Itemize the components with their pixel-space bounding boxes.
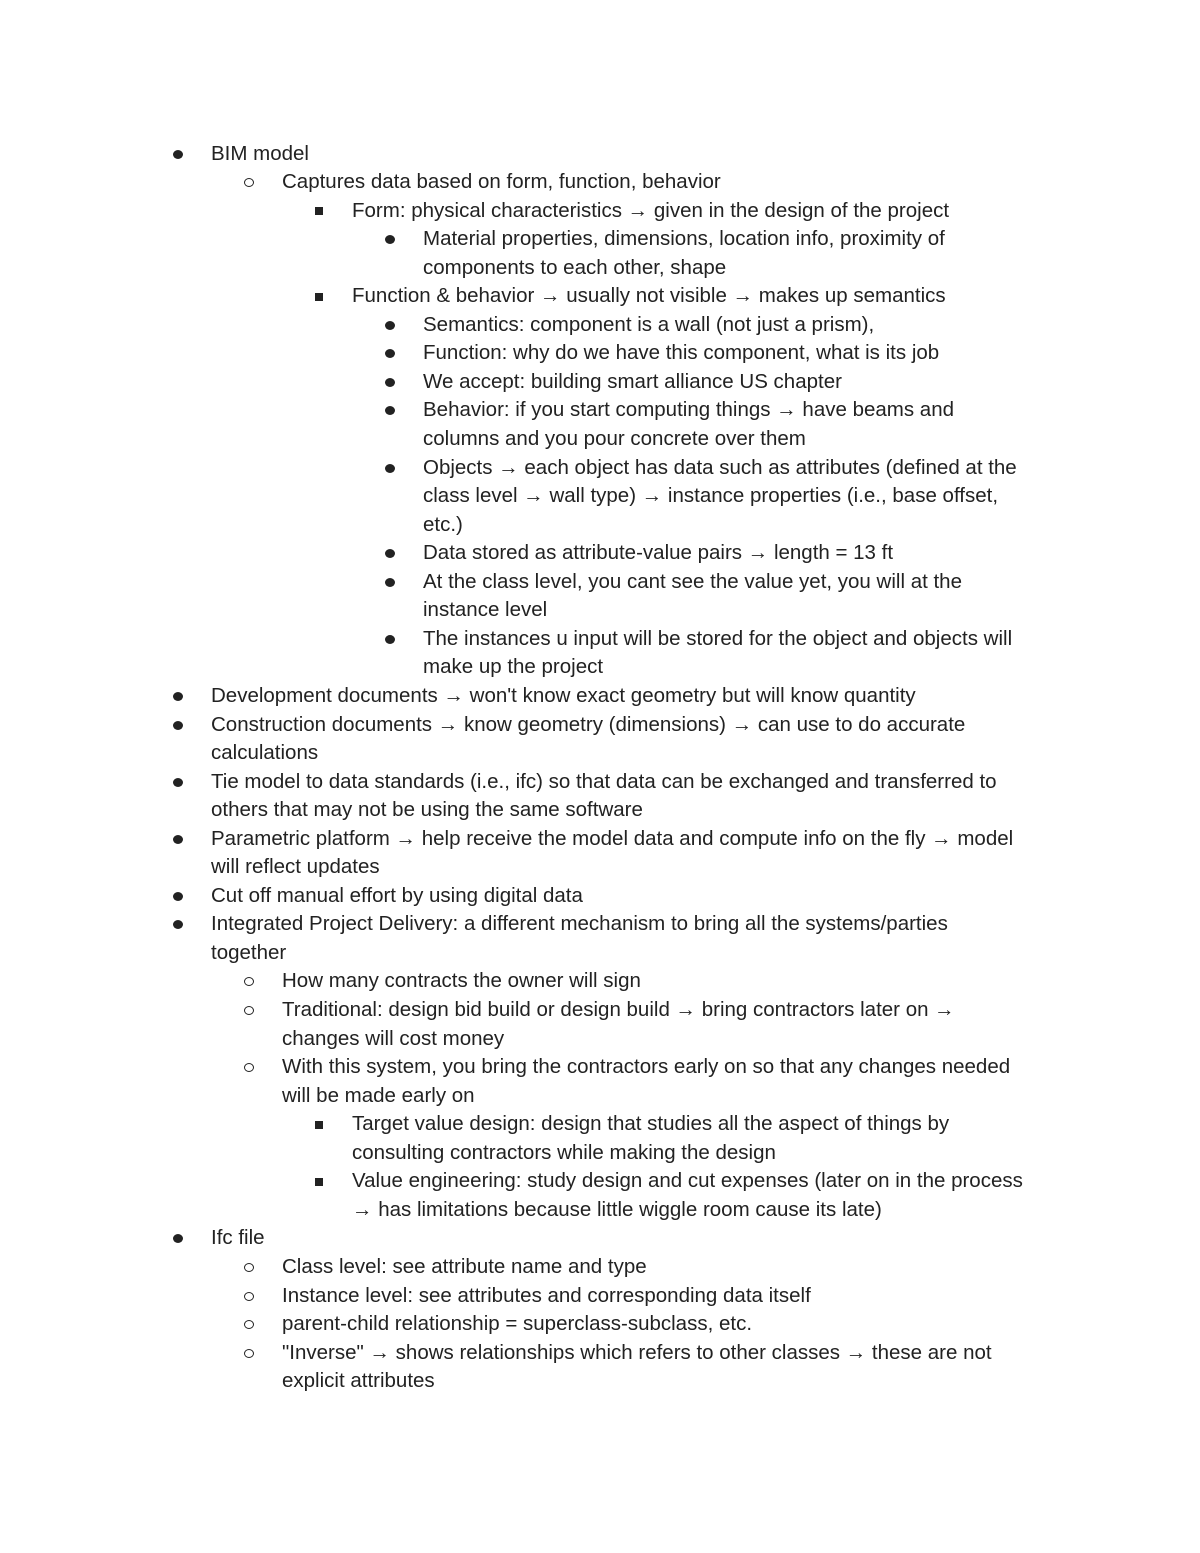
circle-bullet-icon xyxy=(244,1063,254,1072)
list-item-text: together xyxy=(211,940,287,964)
list-item-text: others that may not be using the same software xyxy=(211,798,643,822)
list-item-text: Parametric platform → help receive the model data and compute info on the fly → model xyxy=(211,826,1014,850)
list-item-text: will be made early on xyxy=(282,1083,475,1107)
list-item-text: "Inverse" → shows relationships which refers to other classes → these are not xyxy=(282,1340,992,1364)
disc-bullet-icon xyxy=(173,1234,183,1243)
list-item-text: How many contracts the owner will sign xyxy=(282,969,641,993)
square-bullet-icon xyxy=(315,293,323,301)
circle-bullet-icon xyxy=(244,178,254,187)
square-bullet-icon xyxy=(315,207,323,215)
disc-bullet-icon xyxy=(385,321,395,330)
square-bullet-icon xyxy=(315,1121,323,1129)
list-item-text: consulting contractors while making the design xyxy=(352,1140,776,1164)
circle-bullet-icon xyxy=(244,1292,254,1301)
list-item-text: Ifc file xyxy=(211,1226,265,1250)
list-item-text: Form: physical characteristics → given in the design of the project xyxy=(352,198,950,222)
list-item-text: Function & behavior → usually not visible → makes up semantics xyxy=(352,284,946,308)
list-item-text: → has limitations because little wiggle room cause its late) xyxy=(352,1197,882,1221)
list-item-text: Construction documents → know geometry (dimensions) → can use to do accurate xyxy=(211,712,966,736)
list-item-text: make up the project xyxy=(423,655,604,679)
disc-bullet-icon xyxy=(385,235,395,244)
disc-bullet-icon xyxy=(385,549,395,558)
list-item-text: Objects → each object has data such as attributes (defined at the xyxy=(423,455,1017,479)
list-item-text: components to each other, shape xyxy=(423,255,727,279)
list-item-text: Tie model to data standards (i.e., ifc) so that data can be exchanged and transferred to xyxy=(211,769,997,793)
circle-bullet-icon xyxy=(244,977,254,986)
disc-bullet-icon xyxy=(173,835,183,844)
circle-bullet-icon xyxy=(244,1320,254,1329)
disc-bullet-icon xyxy=(173,892,183,901)
list-item-text: Captures data based on form, function, behavior xyxy=(282,170,721,194)
list-item-text: Development documents → won't know exact geometry but will know quantity xyxy=(211,683,916,707)
list-item-text: Semantics: component is a wall (not just a prism), xyxy=(423,312,875,336)
list-item-text: calculations xyxy=(211,741,319,765)
list-item-text: BIM model xyxy=(211,141,309,165)
disc-bullet-icon xyxy=(173,150,183,159)
list-item-text: Behavior: if you start computing things → have beams and xyxy=(423,398,955,422)
list-item-text: Value engineering: study design and cut expenses (later on in the process xyxy=(352,1169,1023,1193)
list-item-text: Material properties, dimensions, location info, proximity of xyxy=(423,227,945,251)
list-item-text: Integrated Project Delivery: a different mechanism to bring all the systems/parties xyxy=(211,912,948,936)
list-item-text: etc.) xyxy=(423,512,463,536)
list-item-text: Cut off manual effort by using digital data xyxy=(211,883,583,907)
disc-bullet-icon xyxy=(385,378,395,387)
list-item-text: With this system, you bring the contractors early on so that any changes needed xyxy=(282,1055,1011,1079)
list-item-text: Traditional: design bid build or design build → bring contractors later on → xyxy=(282,998,955,1021)
disc-bullet-icon xyxy=(173,778,183,787)
disc-bullet-icon xyxy=(385,578,395,587)
disc-bullet-icon xyxy=(173,920,183,929)
list-item-text: Function: why do we have this component, what is its job xyxy=(423,341,940,365)
list-item-text: instance level xyxy=(423,598,548,622)
circle-bullet-icon xyxy=(244,1006,254,1015)
list-item-text: changes will cost money xyxy=(282,1026,505,1050)
list-item-text: parent-child relationship = superclass-subclass, etc. xyxy=(282,1312,753,1336)
disc-bullet-icon xyxy=(173,721,183,730)
disc-bullet-icon xyxy=(173,692,183,701)
list-item-text: explicit attributes xyxy=(282,1369,435,1393)
square-bullet-icon xyxy=(315,1178,323,1186)
list-item-text: class level → wall type) → instance properties (i.e., base offset, xyxy=(423,484,999,508)
disc-bullet-icon xyxy=(385,349,395,358)
list-item-text: Instance level: see attributes and corresponding data itself xyxy=(282,1283,811,1307)
list-item-text: will reflect updates xyxy=(211,855,380,879)
disc-bullet-icon xyxy=(385,464,395,473)
circle-bullet-icon xyxy=(244,1263,254,1272)
list-item-text: We accept: building smart alliance US chapter xyxy=(423,369,842,393)
disc-bullet-icon xyxy=(385,635,395,644)
circle-bullet-icon xyxy=(244,1349,254,1358)
list-item-text: Data stored as attribute-value pairs → length = 13 ft xyxy=(423,541,894,565)
list-item-text: At the class level, you cant see the value yet, you will at the xyxy=(423,569,962,593)
list-item-text: Class level: see attribute name and type xyxy=(282,1254,647,1278)
disc-bullet-icon xyxy=(385,406,395,415)
list-item-text: The instances u input will be stored for the object and objects will xyxy=(423,626,1013,650)
list-item-text: columns and you pour concrete over them xyxy=(423,427,806,450)
list-item-text: Target value design: design that studies all the aspect of things by xyxy=(352,1112,950,1136)
